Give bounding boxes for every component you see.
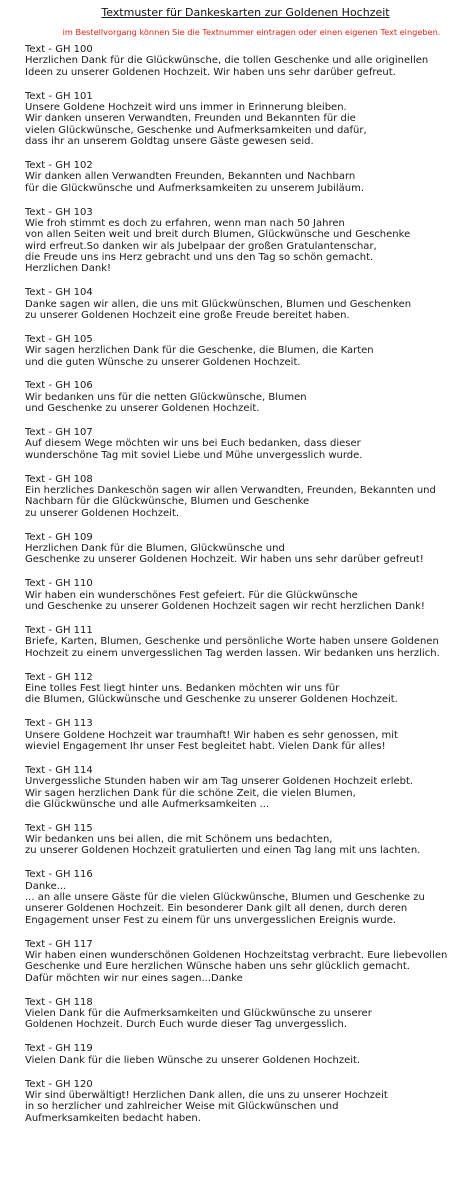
text-sample-number: Text - GH 101	[25, 90, 93, 102]
text-sample-entry	[25, 1043, 464, 1066]
text-sample-entry	[25, 380, 464, 414]
text-sample-entry	[25, 44, 464, 78]
text-sample-number: Text - GH 112	[25, 671, 93, 683]
text-sample-entry	[25, 578, 464, 612]
text-sample-body: Unvergessliche Stunden haben wir am Tag unserer Goldenen Hochzeit erlebt. Wir sagen herzlichen Dank für die schöne Zeit, die vielen Blumen, die Glückwünsche und alle Aufmerksamkeiten ...	[25, 776, 414, 810]
text-sample-number: Text - GH 106	[25, 380, 93, 392]
text-sample-entry	[25, 672, 464, 706]
text-sample-number: Text - GH 107	[25, 427, 93, 439]
text-sample-body: Eine tolles Fest liegt hinter uns. Bedanken möchten wir uns für die Blumen, Glückwünsche und Geschenke zu unserer Goldenen Hochzeit.	[25, 682, 398, 706]
text-sample-body: Unsere Goldene Hochzeit war traumhaft! Wir haben es sehr genossen, mit wieviel Engagement Ihr unser Fest begleitet habt. Vielen Dank für alles!	[25, 729, 398, 752]
text-sample-number: Text - GH 104	[25, 287, 93, 299]
text-sample-entry	[25, 765, 464, 810]
text-sample-number: Text - GH 102	[25, 159, 93, 171]
text-sample-entry	[25, 1079, 464, 1124]
text-sample-body: Wir haben ein wunderschönes Fest gefeiert. Für die Glückwünsche und Geschenke zu unserer Goldenen Hochzeit sagen wir recht herzlichen Dank!	[25, 589, 425, 612]
text-sample-body: Wir danken allen Verwandten Freunden, Bekannten und Nachbarn für die Glückwünsche und Aufmerksamkeiten zu unserem Jubiläum.	[25, 171, 365, 194]
text-sample-number: Text - GH 111	[25, 624, 93, 636]
text-sample-entry	[25, 939, 464, 984]
text-sample-number: Text - GH 108	[25, 473, 93, 485]
text-sample-number: Text - GH 105	[25, 333, 93, 345]
text-sample-body: Danke sagen wir allen, die uns mit Glückwünschen, Blumen und Geschenken zu unserer Goldenen Hochzeit eine große Freude bereitet haben.	[25, 298, 412, 321]
text-sample-body: Herzlichen Dank für die Glückwünsche, die tollen Geschenke und alle originellen Ideen zu unserer Goldenen Hochzeit. Wir haben uns sehr darüber gefreut.	[25, 55, 429, 78]
text-sample-list	[25, 44, 464, 1124]
text-sample-number: Text - GH 120	[25, 1078, 93, 1090]
text-sample-number: Text - GH 119	[25, 1043, 93, 1055]
text-sample-body: Danke... ... an alle unsere Gäste für die vielen Glückwünsche, Blumen und Geschenke zu unserer Goldenen Hochzeit. Ein besonderer Dank gilt all denen, durch deren Engagement unser Fest zu einem für uns unvergesslichen Ereignis wurde.	[25, 880, 425, 926]
text-sample-body: Wie froh stimmt es doch zu erfahren, wenn man nach 50 Jahren von allen Seiten weit und breit durch Blumen, Glückwünsche und Geschenke wird erfreut.So danken wir als Jubelpaar der großen Gratulantenschar, die Freude uns ins Herz gebracht und uns den Tag so schön gemacht. Herzlichen Dank!	[25, 217, 411, 275]
text-sample-entry	[25, 532, 464, 566]
text-sample-entry	[25, 207, 464, 275]
text-sample-entry	[25, 474, 464, 519]
text-sample-number: Text - GH 103	[25, 206, 93, 218]
text-sample-entry	[25, 869, 464, 926]
text-sample-body: Vielen Dank für die lieben Wünsche zu unserer Goldenen Hochzeit.	[25, 1054, 361, 1066]
text-sample-body: Ein herzliches Dankeschön sagen wir allen Verwandten, Freunden, Bekannten und Nachbarn für die Glückwünsche, Blumen und Geschenke zu unserer Goldenen Hochzeit.	[25, 485, 436, 519]
text-sample-number: Text - GH 118	[25, 996, 93, 1008]
text-sample-number: Text - GH 100	[25, 44, 93, 55]
text-sample-entry	[25, 334, 464, 368]
text-sample-entry	[25, 718, 464, 752]
text-sample-body: Wir bedanken uns bei allen, die mit Schönem uns bedachten, zu unserer Goldenen Hochzeit gratulierten und einen Tag lang mit uns lachten.	[25, 834, 421, 857]
order-note: im Bestellvorgang können Sie die Textnummer eintragen oder einen eigenen Text eingeben.	[62, 27, 441, 37]
text-sample-entry	[25, 91, 464, 148]
text-sample-entry	[25, 160, 464, 194]
text-sample-body: Wir haben einen wunderschönen Goldenen Hochzeitstag verbracht. Eure liebevollen Geschenke und Eure herzlichen Wünsche haben uns sehr glücklich gemacht. Dafür möchten wir nur eines sagen...Danke	[25, 950, 448, 984]
text-sample-entry	[25, 287, 464, 321]
text-sample-number: Text - GH 109	[25, 531, 93, 543]
document-title: Textmuster für Dankeskarten zur Goldenen Hochzeit	[101, 6, 390, 19]
text-sample-body: Auf diesem Wege möchten wir uns bei Euch bedanken, dass dieser wunderschöne Tag mit soviel Liebe und Mühe unvergesslich wurde.	[25, 438, 363, 461]
text-sample-body: Unsere Goldene Hochzeit wird uns immer in Erinnerung bleiben. Wir danken unseren Verwandten, Freunden und Bekannten für die vielen Glückwünsche, Geschenke und Aufmerksamkeiten und dafür, dass ihr an unserem Goldtag unsere Gäste gewesen seid.	[25, 101, 367, 147]
text-sample-body: Wir sagen herzlichen Dank für die Geschenke, die Blumen, die Karten und die guten Wünsche zu unserer Goldenen Hochzeit.	[25, 345, 374, 368]
text-sample-number: Text - GH 117	[25, 938, 93, 950]
text-sample-number: Text - GH 115	[25, 822, 93, 834]
text-sample-entry	[25, 823, 464, 857]
text-sample-number: Text - GH 110	[25, 578, 93, 590]
text-sample-body: Wir sind überwältigt! Herzlichen Dank allen, die uns zu unserer Hochzeit in so herzlicher und zahlreicher Weise mit Glückwünschen und Aufmerksamkeiten bedacht haben.	[25, 1089, 388, 1124]
text-sample-body: Wir bedanken uns für die netten Glückwünsche, Blumen und Geschenke zu unserer Goldenen Hochzeit.	[25, 391, 307, 415]
text-sample-number: Text - GH 116	[25, 869, 93, 881]
text-sample-body: Herzlichen Dank für die Blumen, Glückwünsche und Geschenke zu unserer Goldenen Hochzeit. Wir haben uns sehr darüber gefreut!	[25, 543, 424, 566]
text-sample-body: Vielen Dank für die Aufmerksamkeiten und Glückwünsche zu unserer Goldenen Hochzeit. Durch Euch wurde dieser Tag unvergesslich.	[25, 1008, 372, 1031]
text-sample-body: Briefe, Karten, Blumen, Geschenke und persönliche Worte haben unsere Goldenen Hochzeit zu einem unvergesslichen Tag werden lassen. Wir bedanken uns herzlich.	[25, 636, 440, 659]
text-sample-number: Text - GH 114	[25, 764, 93, 776]
text-sample-number: Text - GH 113	[25, 718, 93, 730]
text-sample-entry	[25, 997, 464, 1031]
text-sample-entry	[25, 625, 464, 659]
text-sample-entry	[25, 427, 464, 461]
